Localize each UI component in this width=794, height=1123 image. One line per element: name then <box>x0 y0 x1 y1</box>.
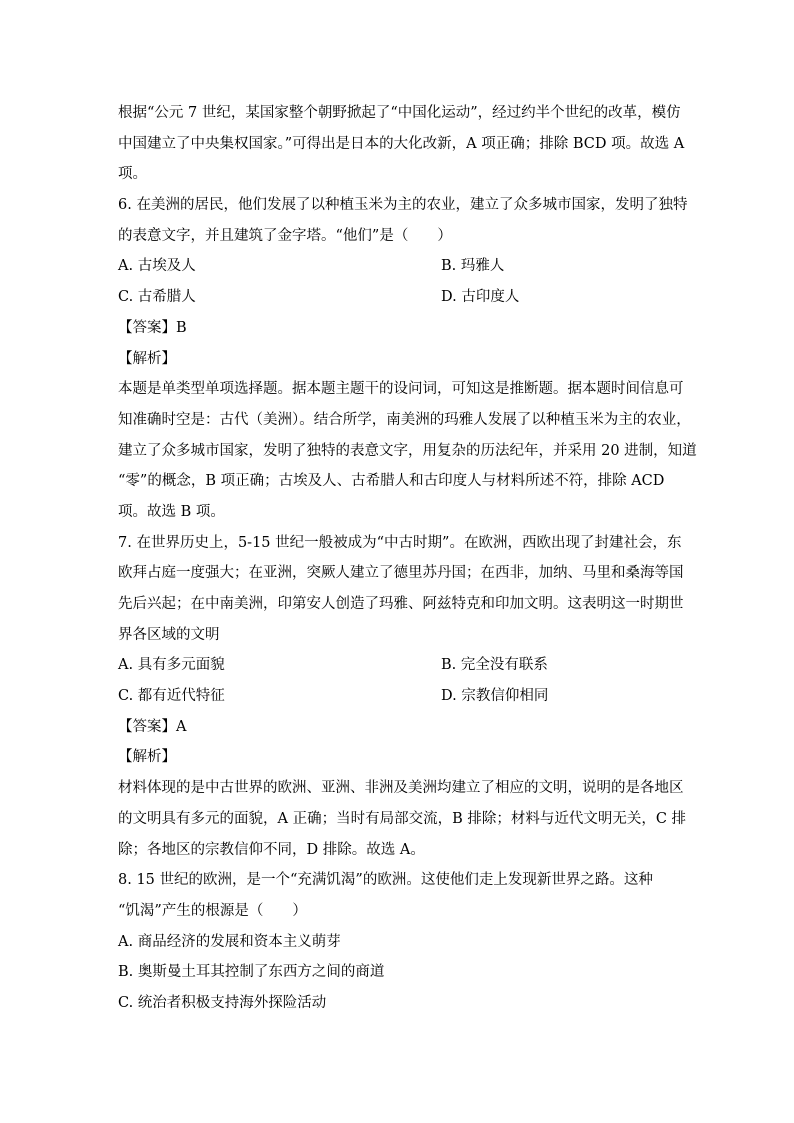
question-stem-line: 欧拜占庭一度强大；在亚洲，突厥人建立了德里苏丹国；在西非，加纳、马里和桑海等国 <box>118 565 684 582</box>
analysis-label: 【解析】 <box>118 350 176 367</box>
option-a: A. 具有多元面貌 <box>118 657 225 674</box>
question-stem-line: 6. 在美洲的居民，他们发展了以种植玉米为主的农业，建立了众多城市国家，发明了独特 <box>118 197 688 214</box>
question-stem-line: 先后兴起；在中南美洲，印第安人创造了玛雅、阿兹特克和印加文明。这表明这一时期世 <box>118 596 684 612</box>
analysis-line: 本题是单类型单项选择题。据本题主题干的设问词，可知这是推断题。据本题时间信息可 <box>118 381 684 398</box>
answer-label: 【答案】B <box>118 319 187 336</box>
q5-analysis-tail <box>118 98 685 190</box>
option-c: C. 统治者积极支持海外探险活动 <box>118 994 327 1011</box>
options-row <box>118 282 678 313</box>
question-7 <box>118 528 687 866</box>
text-line: 中国建立了中央集权国家。”可得出是日本的大化改新，A 项正确；排除 BCD 项。故选 A <box>118 135 685 152</box>
analysis-line: 的文明具有多元的面貌，A 正确；当时有局部交流，B 排除；材料与近代文明无关，C 排 <box>118 810 687 827</box>
option-c: C. 都有近代特征 <box>118 688 225 705</box>
text-line: 项。 <box>118 166 147 183</box>
question-stem-line: 7. 在世界历史上，5-15 世纪一般被成为“中古时期”。在欧洲，西欧出现了封建社会，东 <box>118 534 682 551</box>
analysis-line: 建立了众多城市国家，发明了独特的表意文字，用复杂的历法纪年，并采用 20 进制，知道 <box>118 442 697 459</box>
option-a: A. 古埃及人 <box>118 258 196 275</box>
question-stem-line: 8. 15 世纪的欧洲，是一个“充满饥渴”的欧洲。这使他们走上发现新世界之路。这种 <box>118 872 653 889</box>
option-b: B. 完全没有联系 <box>441 657 548 674</box>
option-c: C. 古希腊人 <box>118 289 196 306</box>
option-b: B. 玛雅人 <box>441 258 505 275</box>
analysis-label: 【解析】 <box>118 749 176 766</box>
question-stem-line: 的表意文字，并且建筑了金字塔。“他们”是（ ） <box>118 227 452 244</box>
document-page <box>118 98 697 1019</box>
answer-label: 【答案】A <box>118 718 187 735</box>
question-stem-line: “饥渴”产生的根源是（ ） <box>118 902 307 919</box>
question-6 <box>118 190 697 528</box>
options-row <box>118 251 678 282</box>
analysis-line: 项。故选 B 项。 <box>118 503 225 520</box>
option-d: D. 宗教信仰相同 <box>441 688 549 705</box>
option-d: D. 古印度人 <box>441 289 520 306</box>
text-line: 根据“公元 7 世纪，某国家整个朝野掀起了“中国化运动”，经过约半个世纪的改革，模仿 <box>118 105 681 121</box>
question-stem-line: 界各区域的文明 <box>118 626 220 643</box>
analysis-line: 材料体现的是中古世界的欧洲、亚洲、非洲及美洲均建立了相应的文明，说明的是各地区 <box>118 780 684 797</box>
option-a: A. 商品经济的发展和资本主义萌芽 <box>118 933 341 950</box>
option-b: B. 奥斯曼土耳其控制了东西方之间的商道 <box>118 964 385 981</box>
question-8 <box>118 865 678 1018</box>
analysis-line: 除；各地区的宗教信仰不同，D 排除。故选 A。 <box>118 841 425 858</box>
analysis-line: 知准确时空是：古代（美洲）。结合所学，南美洲的玛雅人发展了以种植玉米为主的农业， <box>118 411 691 428</box>
options-row <box>118 650 678 681</box>
analysis-line: “零”的概念，B 项正确；古埃及人、古希腊人和古印度人与材料所述不符，排除 ACD <box>118 473 665 490</box>
options-row <box>118 681 678 712</box>
